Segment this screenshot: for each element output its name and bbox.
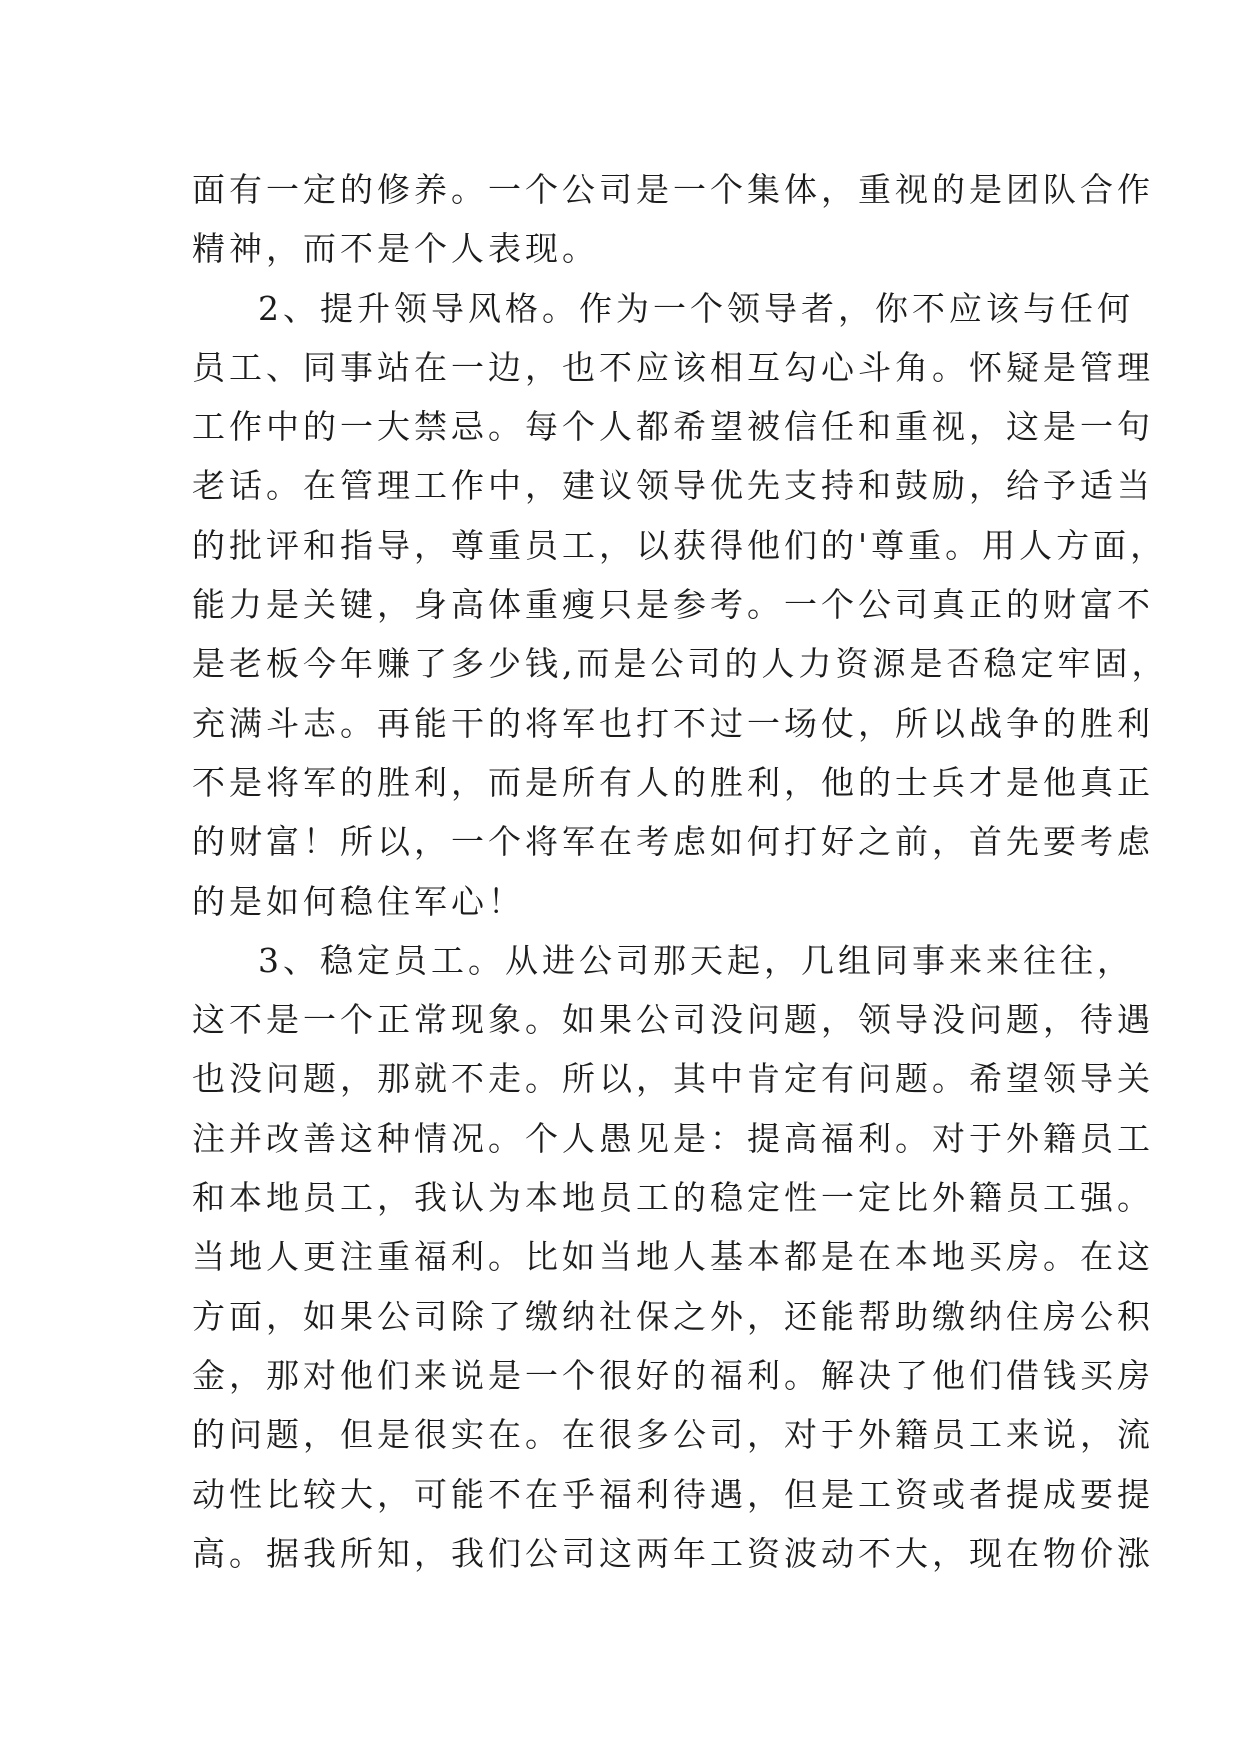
text-line: 员工、同事站在一边，也不应该相互勾心斗角。怀疑是管理 bbox=[192, 347, 1154, 387]
text-line: 高。据我所知，我们公司这两年工资波动不大，现在物价涨 bbox=[192, 1533, 1154, 1573]
body-text bbox=[192, 160, 1169, 1583]
text-line: 这不是一个正常现象。如果公司没问题，领导没问题，待遇 bbox=[192, 1000, 1154, 1040]
text-line: 当地人更注重福利。比如当地人基本都是在本地买房。在这 bbox=[192, 1237, 1154, 1277]
text-line: 的财富！所以，一个将军在考虑如何打好之前，首先要考虑 bbox=[192, 822, 1154, 862]
text-line: 和本地员工，我认为本地员工的稳定性一定比外籍员工强。 bbox=[192, 1178, 1154, 1218]
text-line: 能力是关键，身高体重瘦只是参考。一个公司真正的财富不 bbox=[192, 585, 1154, 625]
text-line: 不是将军的胜利，而是所有人的胜利，他的士兵才是他真正 bbox=[192, 762, 1154, 802]
text-line: 动性比较大，可能不在乎福利待遇，但是工资或者提成要提 bbox=[192, 1474, 1154, 1514]
text-line: 注并改善这种情况。个人愚见是：提高福利。对于外籍员工 bbox=[192, 1118, 1154, 1158]
text-line: 的是如何稳住军心！ bbox=[192, 881, 525, 921]
text-line: 也没问题，那就不走。所以，其中肯定有问题。希望领导关 bbox=[192, 1059, 1154, 1099]
text-line: 的问题，但是很实在。在很多公司，对于外籍员工来说，流 bbox=[192, 1415, 1154, 1455]
text-line: 方面，如果公司除了缴纳社保之外，还能帮助缴纳住房公积 bbox=[192, 1296, 1154, 1336]
text-line: 面有一定的修养。一个公司是一个集体，重视的是团队合作 bbox=[192, 170, 1154, 209]
paragraph-start-line: 2、提升领导风格。作为一个领导者，你不应该与任何 bbox=[258, 288, 1134, 328]
text-line: 的批评和指导，尊重员工，以获得他们的'尊重。用人方面， bbox=[192, 525, 1168, 565]
text-line: 金，那对他们来说是一个很好的福利。解决了他们借钱买房 bbox=[192, 1355, 1154, 1395]
text-line: 精神，而不是个人表现。 bbox=[192, 229, 599, 269]
text-line: 充满斗志。再能干的将军也打不过一场仗，所以战争的胜利 bbox=[192, 703, 1154, 743]
text-line: 工作中的一大禁忌。每个人都希望被信任和重视，这是一句 bbox=[192, 407, 1154, 447]
text-line: 是老板今年赚了多少钱,而是公司的人力资源是否稳定牢固， bbox=[192, 644, 1169, 684]
paragraph-start-line: 3、稳定员工。从进公司那天起，几组同事来来往往， bbox=[258, 940, 1134, 980]
text-line: 老话。在管理工作中，建议领导优先支持和鼓励，给予适当 bbox=[192, 466, 1154, 506]
